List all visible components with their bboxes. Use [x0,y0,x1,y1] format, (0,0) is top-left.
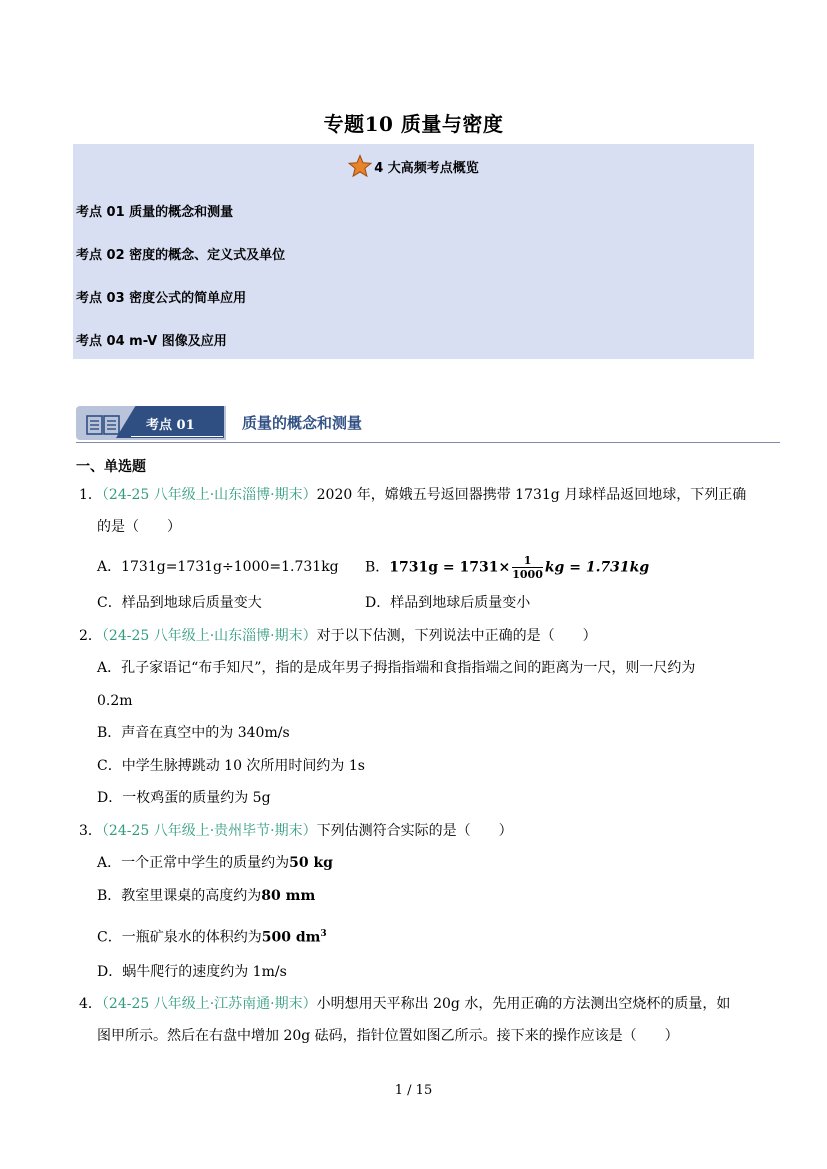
question-2 [79,626,597,646]
question-text-cont: 的是（ ） [97,519,181,535]
page-number: 1 / 15 [394,1083,433,1098]
fraction [512,554,543,581]
question-source: （24-25 八年级上·江苏南通·期末） [101,996,317,1012]
question-number: 1． [79,487,102,503]
question-text-cont: 图甲所示。然后在右盘中增加 20g 砝码，指针位置如图乙所示。接下来的操作应该是（ ） [97,1028,679,1044]
option-c [97,924,327,948]
option-c: C．中学生脉搏跳动 10 次所用时间约为 1s [97,758,365,774]
question-text: 2020 年，嫦娥五号返回器携带 1731g 月球样品返回地球，下列正确 [316,487,747,503]
overview-heading [73,154,754,178]
option-b [365,554,649,581]
overview-box [73,144,754,359]
question-text: 对于以下估测，下列说法中正确的是（ ） [316,628,597,644]
banner-divider [76,442,780,443]
question-text: 下列估测符合实际的是（ ） [316,823,513,839]
formula-right: kg = 1.731kg [544,559,650,576]
question-source: （24-25 八年级上·山东淄博·期末） [101,628,317,644]
option-a [97,853,333,873]
option-text: B．教室里课桌的高度约为 [97,888,262,904]
question-source: （24-25 八年级上·山东淄博·期末） [101,487,317,503]
section-heading: 一、单选题 [76,459,146,475]
option-label: B． [365,559,390,576]
option-text: C．一瓶矿泉水的体积约为 [97,929,262,946]
option-a: A．1731g=1731g÷1000=1.731kg [97,559,339,575]
banner-underline [131,436,223,437]
option-a: A．孔子家语记“布手知尺”，指的是成年男子拇指指端和食指指端之间的距离为一尺，则一尺约为 [97,660,696,676]
option-d: D．样品到地球后质量变小 [365,595,531,611]
option-value: 80 mm [261,888,316,904]
option-a-cont: 0.2m [97,693,133,709]
overview-item: 考点 04 m-V 图像及应用 [76,334,227,349]
question-3 [79,821,513,841]
question-source: （24-25 八年级上·贵州毕节·期末） [101,823,317,839]
option-superscript: 3 [320,929,327,939]
question-1 [79,485,746,505]
fraction-denominator: 1000 [512,568,543,581]
option-d: D．蜗牛爬行的速度约为 1m/s [97,964,287,980]
question-number: 2． [79,628,102,644]
question-number: 3． [79,823,102,839]
option-d: D．一枚鸡蛋的质量约为 5g [97,790,271,806]
option-b: B．声音在真空中的为 340m/s [97,725,290,741]
question-4 [79,994,730,1014]
question-text: 小明想用天平称出 20g 水，先用正确的方法测出空烧杯的质量，如 [316,996,731,1012]
overview-item: 考点 02 密度的概念、定义式及单位 [76,248,286,263]
section-banner [76,404,780,444]
banner-title: 质量的概念和测量 [242,414,363,432]
option-b [97,886,315,906]
question-number: 4． [79,996,102,1012]
overview-item: 考点 03 密度公式的简单应用 [76,291,247,306]
star-icon [348,154,372,178]
banner-label: 考点 01 [146,418,195,433]
book-icon [86,415,120,435]
overview-item: 考点 01 质量的概念和测量 [76,205,234,220]
option-text: A．一个正常中学生的质量约为 [97,855,290,871]
fraction-numerator: 1 [512,554,543,568]
formula-left: 1731g = 1731× [389,559,511,576]
page-title: 专题10 质量与密度 [323,112,504,136]
option-value: 50 kg [289,855,333,871]
overview-heading-text: 4 大高频考点概览 [374,161,479,176]
option-value: 500 dm [261,929,321,946]
option-c: C．样品到地球后质量变大 [97,595,262,611]
